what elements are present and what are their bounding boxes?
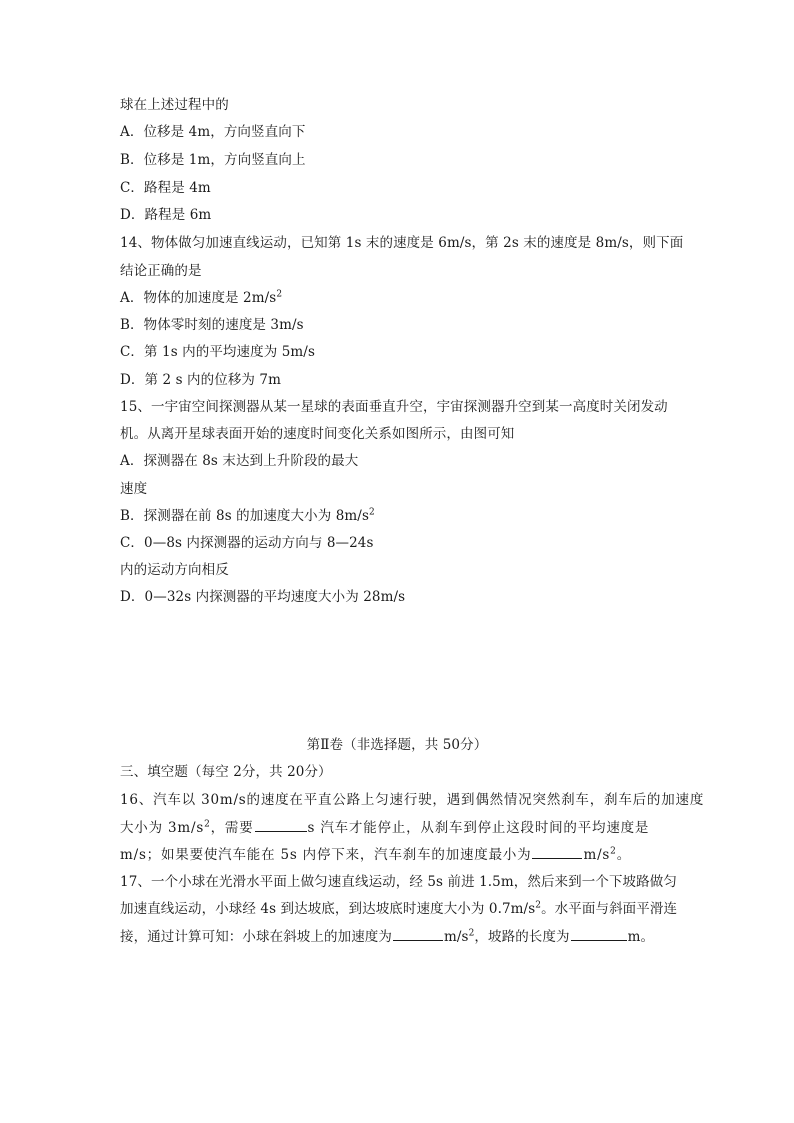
q16-line1: 16、汽车以 30m/s的速度在平直公路上匀速行驶，遇到偶然情况突然刹车，刹车后的加速度 [120, 792, 705, 808]
q15-option-a-line1: A．探测器在 8s 末达到上升阶段的最大 [120, 453, 359, 469]
q15-option-d: D．0—32s 内探测器的平均速度大小为 28m/s [120, 589, 406, 605]
q15-option-c-line2: 内的运动方向相反 [120, 562, 229, 578]
q13-option-b: B．位移是 1m，方向竖直向上 [120, 152, 306, 168]
q13-option-c: C．路程是 4m [120, 180, 211, 196]
q16-line2 [120, 818, 649, 837]
q13-stem-tail: 球在上述过程中的 [120, 97, 229, 113]
q16-line3 [120, 845, 631, 864]
q16-line3-exponent: 2 [610, 846, 617, 857]
q14-stem-line1: 14、物体做匀加速直线运动，已知第 1s 末的速度是 6m/s，第 2s 末的速度是 8m/s，则下面 [120, 235, 684, 251]
q14-option-a [120, 289, 282, 307]
q15-option-b [120, 507, 375, 525]
q14-option-c: C．第 1s 内的平均速度为 5m/s [120, 344, 315, 360]
q17-line3-exponent: 2 [468, 928, 475, 939]
section3-heading: 三、填空题（每空 2分，共 20分） [120, 764, 332, 780]
q14-option-d: D．第 2 s 内的位移为 7m [120, 372, 281, 388]
q15-stem-line2: 机。从离开星球表面开始的速度时间变化关系如图所示，由图可知 [120, 426, 515, 442]
q15-option-b-exponent: 2 [368, 507, 375, 518]
q17-blank-2 [571, 927, 627, 941]
q17-line2-text-b: 。水平面与斜面平滑连 [541, 901, 678, 917]
q17-line2-text-a: 加速直线运动，小球经 4s 到达坡底，到达坡底时速度大小为 0.7m/s [120, 901, 536, 917]
q17-line3-unit: m/s [444, 929, 469, 945]
q14-stem-line2: 结论正确的是 [120, 263, 202, 279]
q17-line2-exponent: 2 [535, 900, 542, 911]
q16-line3-text-c: 。 [616, 847, 632, 863]
q13-option-d: D．路程是 6m [120, 207, 212, 223]
q15-option-b-text: B．探测器在前 8s 的加速度大小为 8m/s [120, 508, 369, 524]
q14-option-a-exponent: 2 [276, 289, 283, 300]
q16-line2-text-a: 大小为 3m/s [120, 820, 205, 836]
q17-line2 [120, 900, 677, 918]
q17-line3-text-d: m。 [627, 929, 655, 945]
q14-option-b: B．物体零时刻的速度是 3m/s [120, 317, 304, 333]
q17-blank-1 [393, 927, 443, 941]
q17-line3-text-a: 接，通过计算可知：小球在斜坡上的加速度为 [120, 929, 392, 945]
part2-title: 第Ⅱ卷（非选择题，共 50分） [306, 737, 488, 753]
q13-option-a: A．位移是 4m，方向竖直向下 [120, 124, 306, 140]
q16-blank-1 [255, 818, 307, 832]
q16-line3-text-a: m/s；如果要使汽车能在 5s 内停下来，汽车刹车的加速度最小为 [120, 847, 532, 863]
q17-line3 [120, 927, 654, 946]
q16-line2-exponent: 2 [204, 819, 211, 830]
q16-blank-2 [532, 845, 582, 859]
q17-line3-text-c: ，坡路的长度为 [474, 929, 570, 945]
q14-option-a-text: A．物体的加速度是 2m/s [120, 290, 277, 306]
q15-stem-line1: 15、一宇宙空间探测器从某一星球的表面垂直升空，宇宙探测器升空到某一高度时关闭发动 [120, 399, 668, 415]
q15-option-a-line2: 速度 [120, 481, 148, 497]
q15-option-c-line1: C．0—8s 内探测器的运动方向与 8—24s [120, 535, 374, 551]
q16-line3-unit: m/s [583, 847, 611, 863]
q17-line1: 17、一个小球在光滑水平面上做匀速直线运动，经 5s 前进 1.5m，然后来到一个下坡路做匀 [120, 874, 677, 890]
q16-line2-text-c: s 汽车才能停止，从刹车到停止这段时间的平均速度是 [307, 820, 650, 836]
q16-line2-text-b: ，需要 [210, 820, 254, 836]
